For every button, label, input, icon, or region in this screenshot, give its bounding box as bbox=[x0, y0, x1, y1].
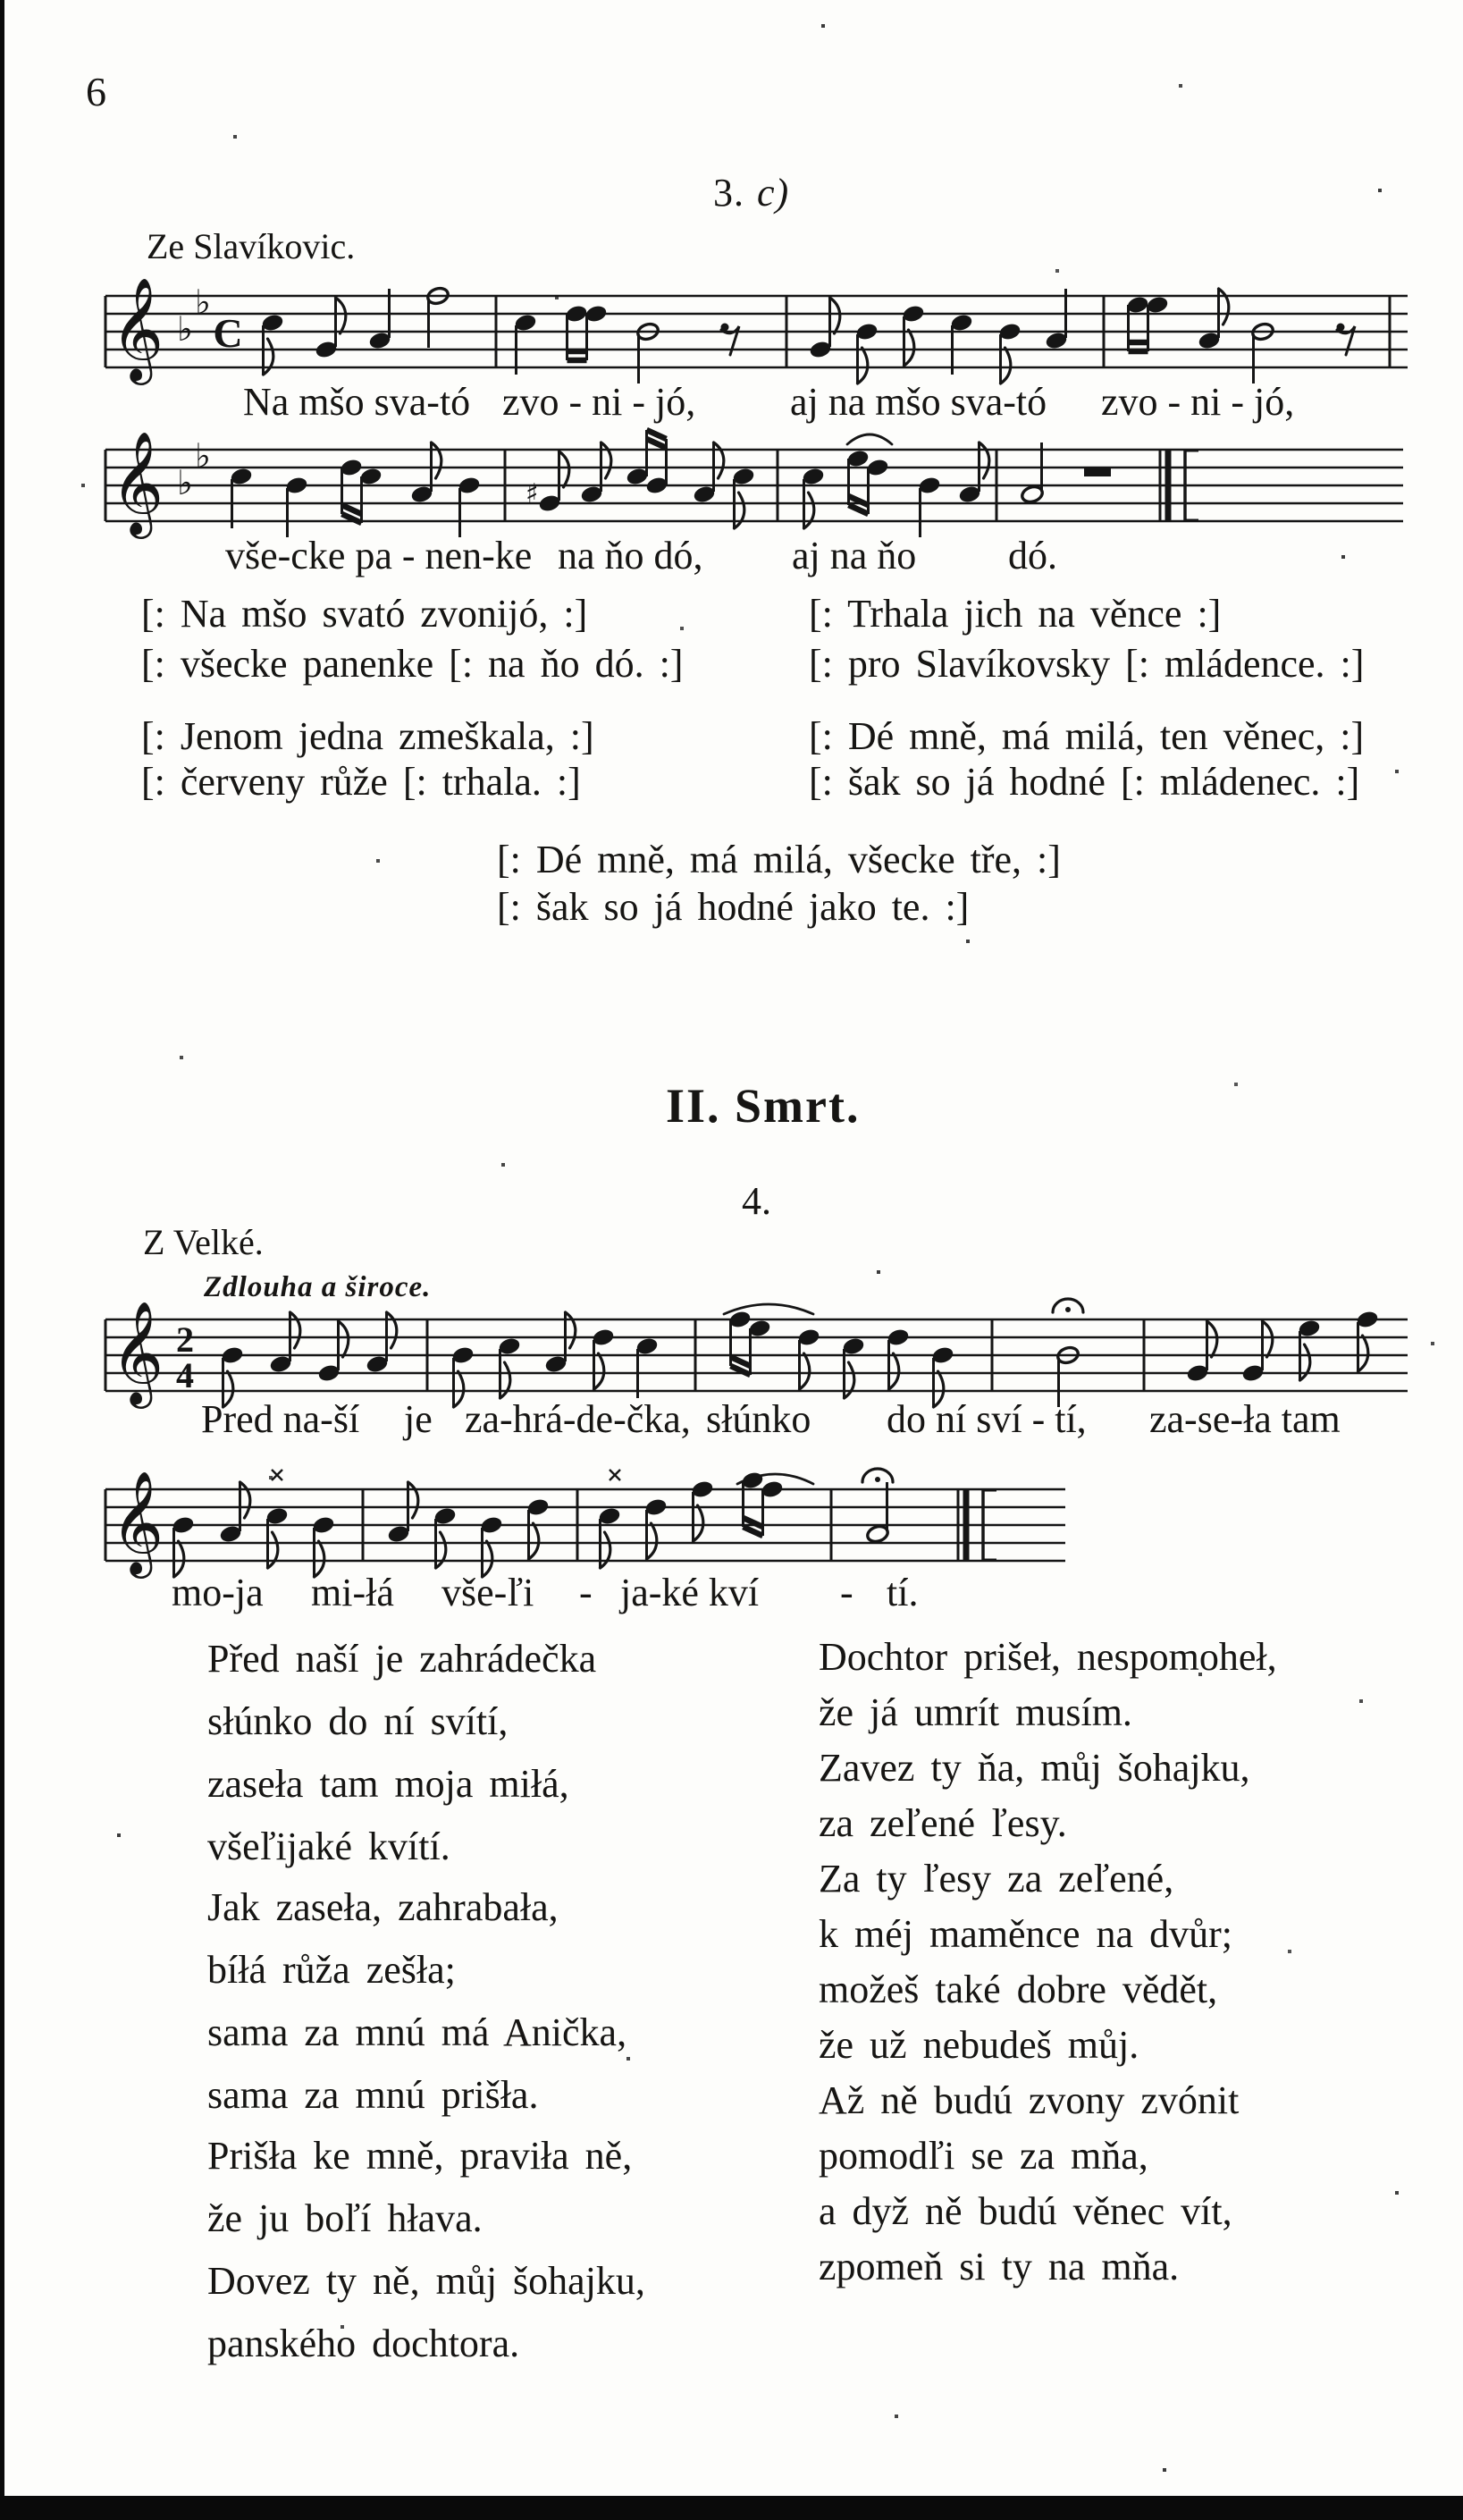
verse-line-center: [: Dé mně, má milá, všecke tře, :] bbox=[497, 838, 1061, 881]
melody-syllable: za-hrá-de-čka, bbox=[465, 1397, 691, 1441]
stanza-line: Až ně budú zvony zvónit bbox=[819, 2078, 1240, 2122]
melody-syllable: do ní sví - tí, bbox=[887, 1397, 1087, 1441]
melody-syllable: dó. bbox=[1008, 534, 1057, 577]
song4-number: 4. bbox=[742, 1179, 771, 1223]
melody-syllable: je bbox=[404, 1397, 433, 1441]
svg-text:♭: ♭ bbox=[195, 282, 211, 322]
verse-line-right: [: šak so já hodné [: mládenec. :] bbox=[809, 760, 1360, 804]
stanza-line: Před naší je zahrádečka bbox=[207, 1637, 597, 1681]
stanza-right-1 bbox=[819, 1634, 1277, 1856]
melody-syllable: za-se-ła tam bbox=[1149, 1397, 1341, 1441]
section-title: II. Smrt. bbox=[666, 1079, 861, 1133]
melody-syllable: ja-ké kví bbox=[620, 1571, 760, 1614]
stanza-line: že ju boľí hłava. bbox=[207, 2196, 483, 2240]
melody-syllable: zvo - ni - jó, bbox=[502, 380, 696, 424]
stanza-line: zpomeň si ty na mňa. bbox=[819, 2245, 1180, 2288]
song3-source: Ze Slavíkovic. bbox=[147, 226, 356, 266]
music-staff-4 bbox=[98, 1452, 1421, 1611]
svg-text:♯: ♯ bbox=[526, 478, 539, 510]
scan-edge-left bbox=[0, 0, 4, 2520]
svg-text:𝄞: 𝄞 bbox=[111, 1300, 164, 1404]
svg-text:𝄞: 𝄞 bbox=[111, 430, 164, 535]
stanza-right-3 bbox=[819, 2078, 1239, 2299]
melody-syllable: Na mšo sva-tó bbox=[243, 380, 471, 424]
melody-syllable: słúnko bbox=[706, 1397, 811, 1441]
stanza-line: a dyž ně budú věnec vít, bbox=[819, 2189, 1232, 2233]
scan-specks bbox=[0, 0, 2, 2]
song3-number: 3. bbox=[713, 171, 744, 215]
svg-text:♭: ♭ bbox=[177, 309, 193, 349]
song4-source: Z Velké. bbox=[143, 1222, 264, 1262]
svg-text:4: 4 bbox=[176, 1355, 194, 1395]
verse-line-left: [: červeny růže [: trhala. :] bbox=[141, 760, 581, 804]
svg-text:2: 2 bbox=[176, 1319, 194, 1360]
song3-heading bbox=[713, 170, 789, 215]
stanza-line: Zavez ty ňa, můj šohajku, bbox=[819, 1746, 1250, 1790]
stanza-line: Dovez ty ně, můj šohajku, bbox=[207, 2259, 645, 2303]
page-number: 6 bbox=[86, 69, 106, 114]
verse-line-right: [: pro Slavíkovsky [: mládence. :] bbox=[809, 642, 1365, 686]
tempo-marking: Zdlouha a široce. bbox=[204, 1271, 432, 1303]
stanza-line: že já umrít musím. bbox=[819, 1690, 1132, 1734]
verse-line-left: [: Na mšo svató zvonijó, :] bbox=[141, 592, 588, 636]
melody-syllable: tí. bbox=[887, 1571, 919, 1614]
stanza-line: zaseła tam moja miłá, bbox=[207, 1762, 569, 1806]
stanza-line: že už nebudeš můj. bbox=[819, 2023, 1139, 2067]
melody-syllable: vše-ľi bbox=[441, 1571, 534, 1614]
melody-syllable: Pred na-ší bbox=[201, 1397, 360, 1441]
stanza-line: za zeľené ľesy. bbox=[819, 1801, 1067, 1845]
stanza-line: panského dochtora. bbox=[207, 2322, 520, 2365]
svg-text:𝄞: 𝄞 bbox=[111, 276, 164, 381]
verse-line-right: [: Dé mně, má milá, ten věnec, :] bbox=[809, 714, 1365, 758]
melody-syllable: na ňo dó, bbox=[558, 534, 703, 577]
stanza-line: všeľijaké kvítí. bbox=[207, 1825, 450, 1868]
stanza-line: sama za mnú prišła. bbox=[207, 2073, 539, 2117]
stanza-left-1 bbox=[207, 1636, 596, 1886]
verse-line-right: [: Trhala jich na věnce :] bbox=[809, 592, 1222, 636]
melody-syllable: vše-cke pa - nen-ke bbox=[225, 534, 533, 577]
melody-syllable: aj na mšo sva-tó bbox=[790, 380, 1047, 424]
stanza-line: bíłá růža zešła; bbox=[207, 1948, 456, 1992]
verse-line-center: [: šak so já hodné jako te. :] bbox=[497, 885, 970, 929]
stanza-line: pomodľi se za mňa, bbox=[819, 2134, 1148, 2178]
stanza-line: možeš také dobre vědět, bbox=[819, 1968, 1218, 2011]
scan-edge-bottom bbox=[0, 2496, 1463, 2520]
melody-syllable: mo-ja bbox=[172, 1571, 264, 1614]
svg-text:C: C bbox=[213, 310, 243, 356]
svg-text:♭: ♭ bbox=[195, 436, 211, 476]
song3-letter: c) bbox=[757, 171, 790, 215]
verse-line-left: [: všecke panenke [: na ňo dó. :] bbox=[141, 642, 684, 686]
stanza-left-2 bbox=[207, 1884, 626, 2135]
stanza-line: Dochtor prišeł, nespomoheł, bbox=[819, 1635, 1277, 1679]
melody-syllable: - bbox=[579, 1571, 593, 1614]
stanza-line: sama za mnú má Anička, bbox=[207, 2010, 627, 2054]
melody-syllable: aj na ňo bbox=[792, 534, 917, 577]
stanza-line: k méj maměnce na dvůr; bbox=[819, 1912, 1232, 1956]
svg-text:𝄞: 𝄞 bbox=[111, 1470, 164, 1574]
stanza-line: Jak zaseła, zahrabała, bbox=[207, 1885, 559, 1929]
stanza-left-3 bbox=[207, 2133, 645, 2383]
stanza-line: Prišła ke mně, praviła ně, bbox=[207, 2134, 633, 2178]
melody-syllable: mi-łá bbox=[311, 1571, 394, 1614]
stanza-line: słúnko do ní svítí, bbox=[207, 1699, 509, 1743]
stanza-right-2 bbox=[819, 1856, 1232, 2078]
stanza-line: Za ty ľesy za zeľené, bbox=[819, 1857, 1174, 1901]
svg-text:♭: ♭ bbox=[177, 463, 193, 502]
verse-line-left: [: Jenom jedna zmeškala, :] bbox=[141, 714, 594, 758]
melody-syllable: - bbox=[840, 1571, 853, 1614]
melody-syllable: zvo - ni - jó, bbox=[1101, 380, 1295, 424]
